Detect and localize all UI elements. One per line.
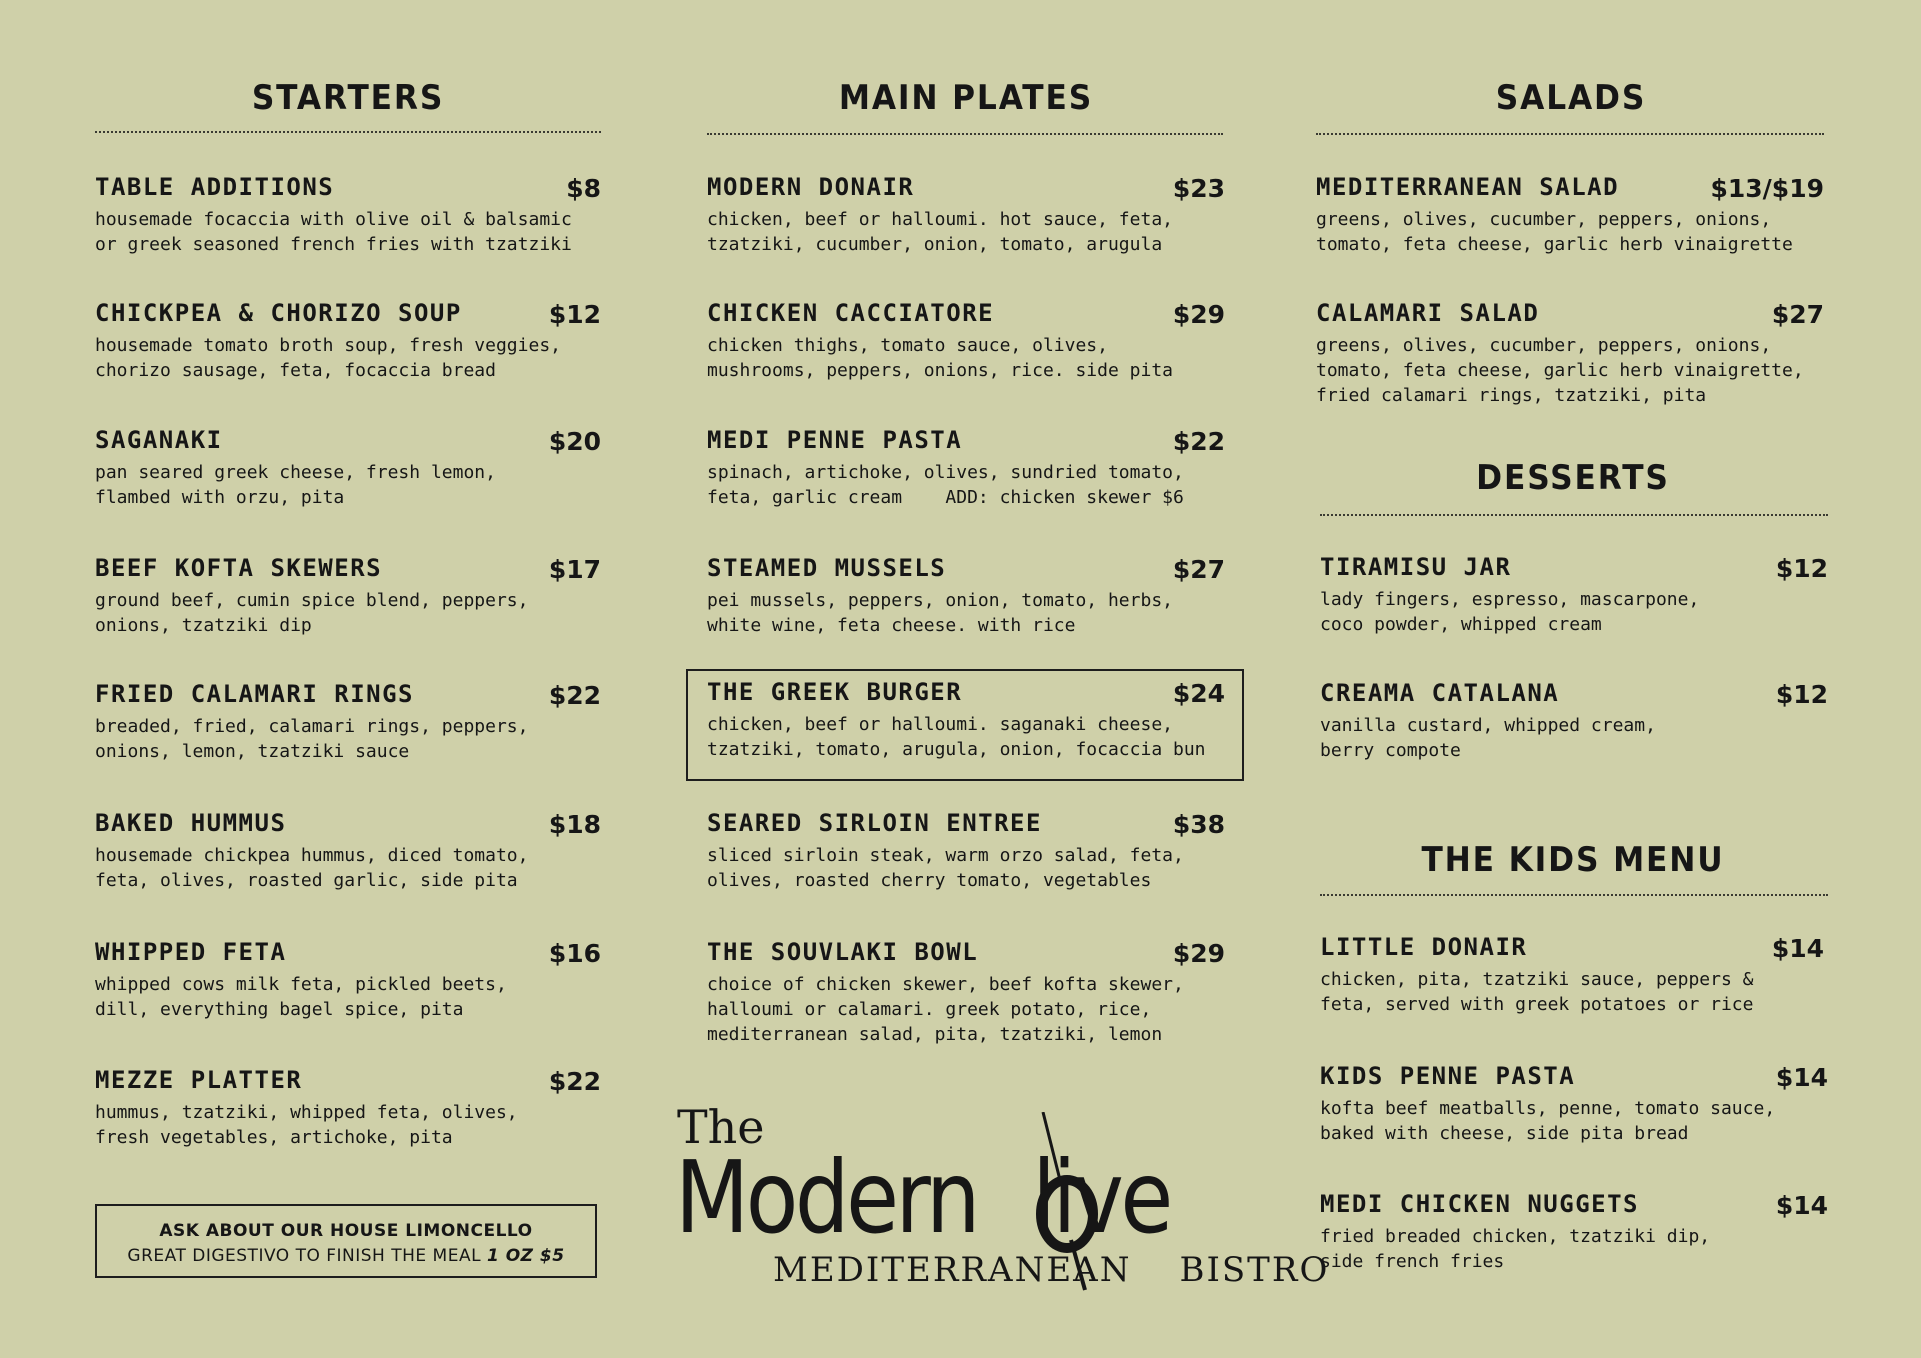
item-name: BEEF KOFTA SKEWERS bbox=[95, 554, 383, 582]
item-name: SEARED SIRLOIN ENTREE bbox=[707, 809, 1042, 837]
menu-item-little-donair bbox=[1320, 932, 1824, 1017]
menu-item-whipped-feta bbox=[95, 937, 601, 1022]
item-price: $12 bbox=[1775, 554, 1828, 583]
item-price: $29 bbox=[1172, 300, 1225, 329]
menu-item-mezze-platter bbox=[95, 1065, 601, 1150]
item-name: MEDI CHICKEN NUGGETS bbox=[1320, 1190, 1639, 1218]
item-description: chicken, pita, tzatziki sauce, peppers & feta, served with greek potatoes or rice bbox=[1320, 969, 1754, 1015]
menu-item-chicken-cacciatore bbox=[707, 298, 1225, 383]
starters-divider bbox=[95, 131, 601, 133]
item-description: pan seared greek cheese, fresh lemon, flambed with orzu, pita bbox=[95, 462, 496, 508]
item-description: chicken, beef or halloumi. saganaki cheese, tzatziki, tomato, arugula, onion, focaccia bun bbox=[707, 714, 1206, 760]
item-price: $14 bbox=[1775, 1063, 1828, 1092]
item-price: $8 bbox=[566, 174, 601, 203]
item-price: $22 bbox=[548, 1067, 601, 1096]
item-price: $22 bbox=[1172, 427, 1225, 456]
limoncello-text: GREAT DIGESTIVO TO FINISH THE MEAL bbox=[127, 1246, 482, 1266]
item-name: MEZZE PLATTER bbox=[95, 1066, 303, 1094]
menu-item-medi-penne-pasta bbox=[707, 425, 1225, 510]
menu-item-saganaki bbox=[95, 425, 601, 510]
menu-item-the-greek-burger bbox=[707, 677, 1225, 762]
limoncello-headline: ASK ABOUT OUR HOUSE LIMONCELLO bbox=[159, 1221, 533, 1241]
item-description: chicken thighs, tomato sauce, olives, mushrooms, peppers, onions, rice. side pita bbox=[707, 335, 1173, 381]
item-description: chicken, beef or halloumi. hot sauce, feta, tzatziki, cucumber, onion, tomato, arugula bbox=[707, 209, 1173, 255]
item-description: housemade focaccia with olive oil & balsamic or greek seasoned french fries with tzatziki bbox=[95, 209, 572, 255]
limoncello-callout bbox=[95, 1204, 597, 1278]
item-name: MEDITERRANEAN SALAD bbox=[1316, 173, 1620, 201]
item-description: fried breaded chicken, tzatziki dip, side french fries bbox=[1320, 1226, 1711, 1272]
menu-item-chickpea-chorizo-soup bbox=[95, 298, 601, 383]
menu-item-beef-kofta-skewers bbox=[95, 553, 601, 638]
item-price: $12 bbox=[1775, 680, 1828, 709]
limoncello-detail bbox=[97, 1243, 595, 1269]
menu-item-table-additions bbox=[95, 172, 601, 257]
item-name: THE SOUVLAKI BOWL bbox=[707, 938, 979, 966]
item-name: FRIED CALAMARI RINGS bbox=[95, 680, 414, 708]
item-name: CHICKPEA & CHORIZO SOUP bbox=[95, 299, 462, 327]
item-name: MODERN DONAIR bbox=[707, 173, 915, 201]
item-description: lady fingers, espresso, mascarpone, coco powder, whipped cream bbox=[1320, 589, 1700, 635]
item-price: $27 bbox=[1771, 300, 1824, 329]
mains-divider bbox=[707, 133, 1223, 135]
item-price: $16 bbox=[548, 939, 601, 968]
menu-item-mediterranean-salad bbox=[1316, 172, 1824, 257]
item-price: $14 bbox=[1775, 1191, 1828, 1220]
menu-item-tiramisu-jar bbox=[1320, 552, 1828, 637]
salads-divider bbox=[1316, 133, 1824, 135]
menu-item-fried-calamari-rings bbox=[95, 679, 601, 764]
item-description: pei mussels, peppers, onion, tomato, herbs, white wine, feta cheese. with rice bbox=[707, 590, 1173, 636]
menu-item-calamari-salad bbox=[1316, 298, 1824, 408]
item-name: THE GREEK BURGER bbox=[707, 678, 963, 706]
menu-item-the-souvlaki-bowl bbox=[707, 937, 1225, 1047]
item-description: spinach, artichoke, olives, sundried tomato, feta, garlic cream ADD: chicken skewer $6 bbox=[707, 462, 1184, 508]
item-price: $22 bbox=[548, 681, 601, 710]
logo-bistro: BISTRO bbox=[1179, 1250, 1330, 1290]
item-description: whipped cows milk feta, pickled beets, dill, everything bagel spice, pita bbox=[95, 974, 507, 1020]
item-name: CHICKEN CACCIATORE bbox=[707, 299, 995, 327]
item-name: MEDI PENNE PASTA bbox=[707, 426, 963, 454]
item-price: $14 bbox=[1771, 934, 1824, 963]
item-price: $13/$19 bbox=[1710, 174, 1824, 203]
logo-live: live bbox=[1032, 1139, 1170, 1256]
limoncello-price: 1 OZ $5 bbox=[486, 1246, 565, 1266]
menu-item-baked-hummus bbox=[95, 808, 601, 893]
item-name: TIRAMISU JAR bbox=[1320, 553, 1512, 581]
item-price: $12 bbox=[548, 300, 601, 329]
mains-heading: MAIN PLATES bbox=[838, 78, 1094, 118]
item-price: $27 bbox=[1172, 555, 1225, 584]
item-description: kofta beef meatballs, penne, tomato sauce, baked with cheese, side pita bread bbox=[1320, 1098, 1776, 1144]
menu-item-creama-catalana bbox=[1320, 678, 1828, 763]
starters-heading: STARTERS bbox=[251, 78, 445, 118]
item-price: $38 bbox=[1172, 810, 1225, 839]
desserts-heading: DESSERTS bbox=[1476, 458, 1670, 498]
restaurant-logo bbox=[675, 1100, 1330, 1300]
menu-item-kids-penne-pasta bbox=[1320, 1061, 1828, 1146]
menu-item-medi-chicken-nuggets bbox=[1320, 1189, 1828, 1274]
item-name: WHIPPED FETA bbox=[95, 938, 287, 966]
item-name: TABLE ADDITIONS bbox=[95, 173, 335, 201]
menu-item-modern-donair bbox=[707, 172, 1225, 257]
item-price: $23 bbox=[1172, 174, 1225, 203]
logo-the: The bbox=[677, 1100, 765, 1154]
logo-tagline bbox=[773, 1250, 1329, 1290]
item-description: greens, olives, cucumber, peppers, onions, tomato, feta cheese, garlic herb vinaigrette bbox=[1316, 209, 1793, 255]
logo-mediterranean: MEDITERRANEAN bbox=[773, 1250, 1132, 1290]
item-price: $18 bbox=[548, 810, 601, 839]
menu-item-seared-sirloin-entree bbox=[707, 808, 1225, 893]
item-description: housemade chickpea hummus, diced tomato, feta, olives, roasted garlic, side pita bbox=[95, 845, 529, 891]
item-price: $17 bbox=[548, 555, 601, 584]
item-description: housemade tomato broth soup, fresh veggies, chorizo sausage, feta, focaccia bread bbox=[95, 335, 561, 381]
item-description: vanilla custard, whipped cream, berry compote bbox=[1320, 715, 1656, 761]
item-name: BAKED HUMMUS bbox=[95, 809, 287, 837]
item-description: ground beef, cumin spice blend, peppers, onions, tzatziki dip bbox=[95, 590, 529, 636]
item-price: $29 bbox=[1172, 939, 1225, 968]
kids-menu-divider bbox=[1320, 894, 1828, 896]
salads-heading: SALADS bbox=[1495, 78, 1647, 118]
item-name: CREAMA CATALANA bbox=[1320, 679, 1560, 707]
item-name: LITTLE DONAIR bbox=[1320, 933, 1528, 961]
item-name: STEAMED MUSSELS bbox=[707, 554, 947, 582]
item-description: breaded, fried, calamari rings, peppers, onions, lemon, tzatziki sauce bbox=[95, 716, 529, 762]
item-name: KIDS PENNE PASTA bbox=[1320, 1062, 1576, 1090]
item-price: $24 bbox=[1172, 679, 1225, 708]
item-price: $20 bbox=[548, 427, 601, 456]
menu-item-steamed-mussels bbox=[707, 553, 1225, 638]
item-description: hummus, tzatziki, whipped feta, olives, fresh vegetables, artichoke, pita bbox=[95, 1102, 518, 1148]
item-description: sliced sirloin steak, warm orzo salad, feta, olives, roasted cherry tomato, vegetables bbox=[707, 845, 1184, 891]
item-name: SAGANAKI bbox=[95, 426, 223, 454]
item-description: greens, olives, cucumber, peppers, onions, tomato, feta cheese, garlic herb vinaigrette, fried calamari rings, tzatziki, pita bbox=[1316, 335, 1804, 406]
kids-menu-heading: THE KIDS MENU bbox=[1421, 840, 1725, 880]
item-name: CALAMARI SALAD bbox=[1316, 299, 1540, 327]
item-description: choice of chicken skewer, beef kofta skewer, halloumi or calamari. greek potato, rice, mediterranean salad, pita, tzatziki, lemon bbox=[707, 974, 1184, 1045]
desserts-divider bbox=[1320, 514, 1828, 516]
logo-modern: Modern bbox=[675, 1139, 978, 1256]
